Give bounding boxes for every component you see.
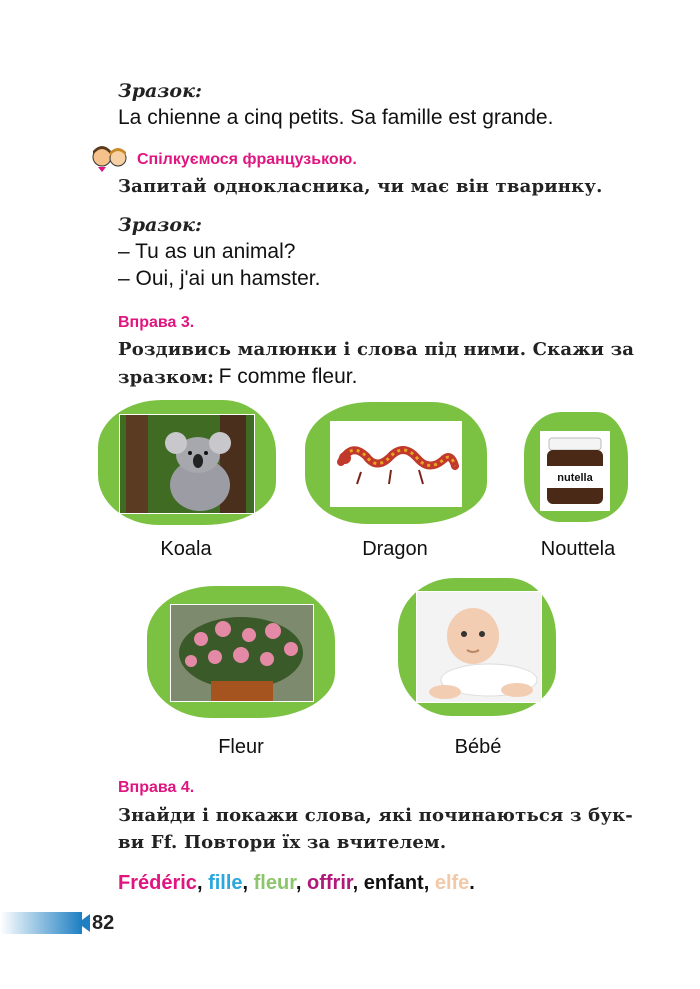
page-number: 82: [92, 912, 115, 934]
example-label: Зразок:: [118, 80, 202, 102]
exercise-4-line-2: ви Ff. Повтори їх за вчителем.: [118, 832, 447, 853]
exercise-3-line-2: [118, 365, 357, 389]
caption-dragon: Dragon: [362, 538, 428, 560]
word-elfe: elfe: [434, 872, 470, 894]
dragon-illustration: [330, 421, 462, 507]
dialog-line-2: – Oui, j'ai un hamster.: [118, 267, 321, 290]
speaking-kids-icon: [90, 145, 130, 173]
caption-nouttela: Nouttela: [540, 538, 616, 560]
exercise-3-example-phrase: F comme fleur.: [218, 365, 358, 388]
exercise-3-title: Вправа 3.: [118, 314, 195, 331]
word-enfant: enfant: [363, 872, 424, 894]
speak-instruction: Запитай однокласника, чи має він тваринку.: [118, 176, 603, 197]
exercise-3-example-label: зразком:: [118, 367, 215, 388]
word-fleur: fleur: [253, 872, 296, 894]
word-fille: fille: [208, 872, 243, 894]
dialog-line-1: – Tu as un animal?: [118, 240, 296, 263]
koala-photo: [119, 414, 255, 514]
caption-fleur: Fleur: [218, 736, 264, 758]
caption-bebe: Bébé: [454, 736, 502, 758]
nutella-jar-photo: [540, 431, 610, 511]
word-frederic: Frédéric: [118, 872, 197, 894]
speak-heading: Спілкуємося французькою.: [137, 151, 357, 168]
flower-pot-photo: [170, 604, 314, 702]
baby-photo: [416, 591, 542, 703]
nutella-jar-label: nutella: [557, 472, 593, 484]
exercise-4-line-1: Знайди і покажи слова, які починаються з бук-: [118, 805, 633, 826]
example-sentence: La chienne a cinq petits. Sa famille est grande.: [118, 106, 554, 129]
caption-koala: Koala: [160, 538, 212, 560]
exercise-4-title: Вправа 4.: [118, 779, 195, 796]
page-arrow-icon: [78, 914, 90, 932]
exercise-3-line-1: Роздивись малюнки і слова під ними. Скажи за: [118, 339, 635, 360]
footer-gradient-bar: [0, 912, 82, 934]
word-offrir: offrir: [307, 872, 353, 894]
word-list: Frédéric, fille, fleur, offrir, enfant, elfe.: [118, 872, 475, 894]
example-label-2: Зразок:: [118, 214, 202, 236]
